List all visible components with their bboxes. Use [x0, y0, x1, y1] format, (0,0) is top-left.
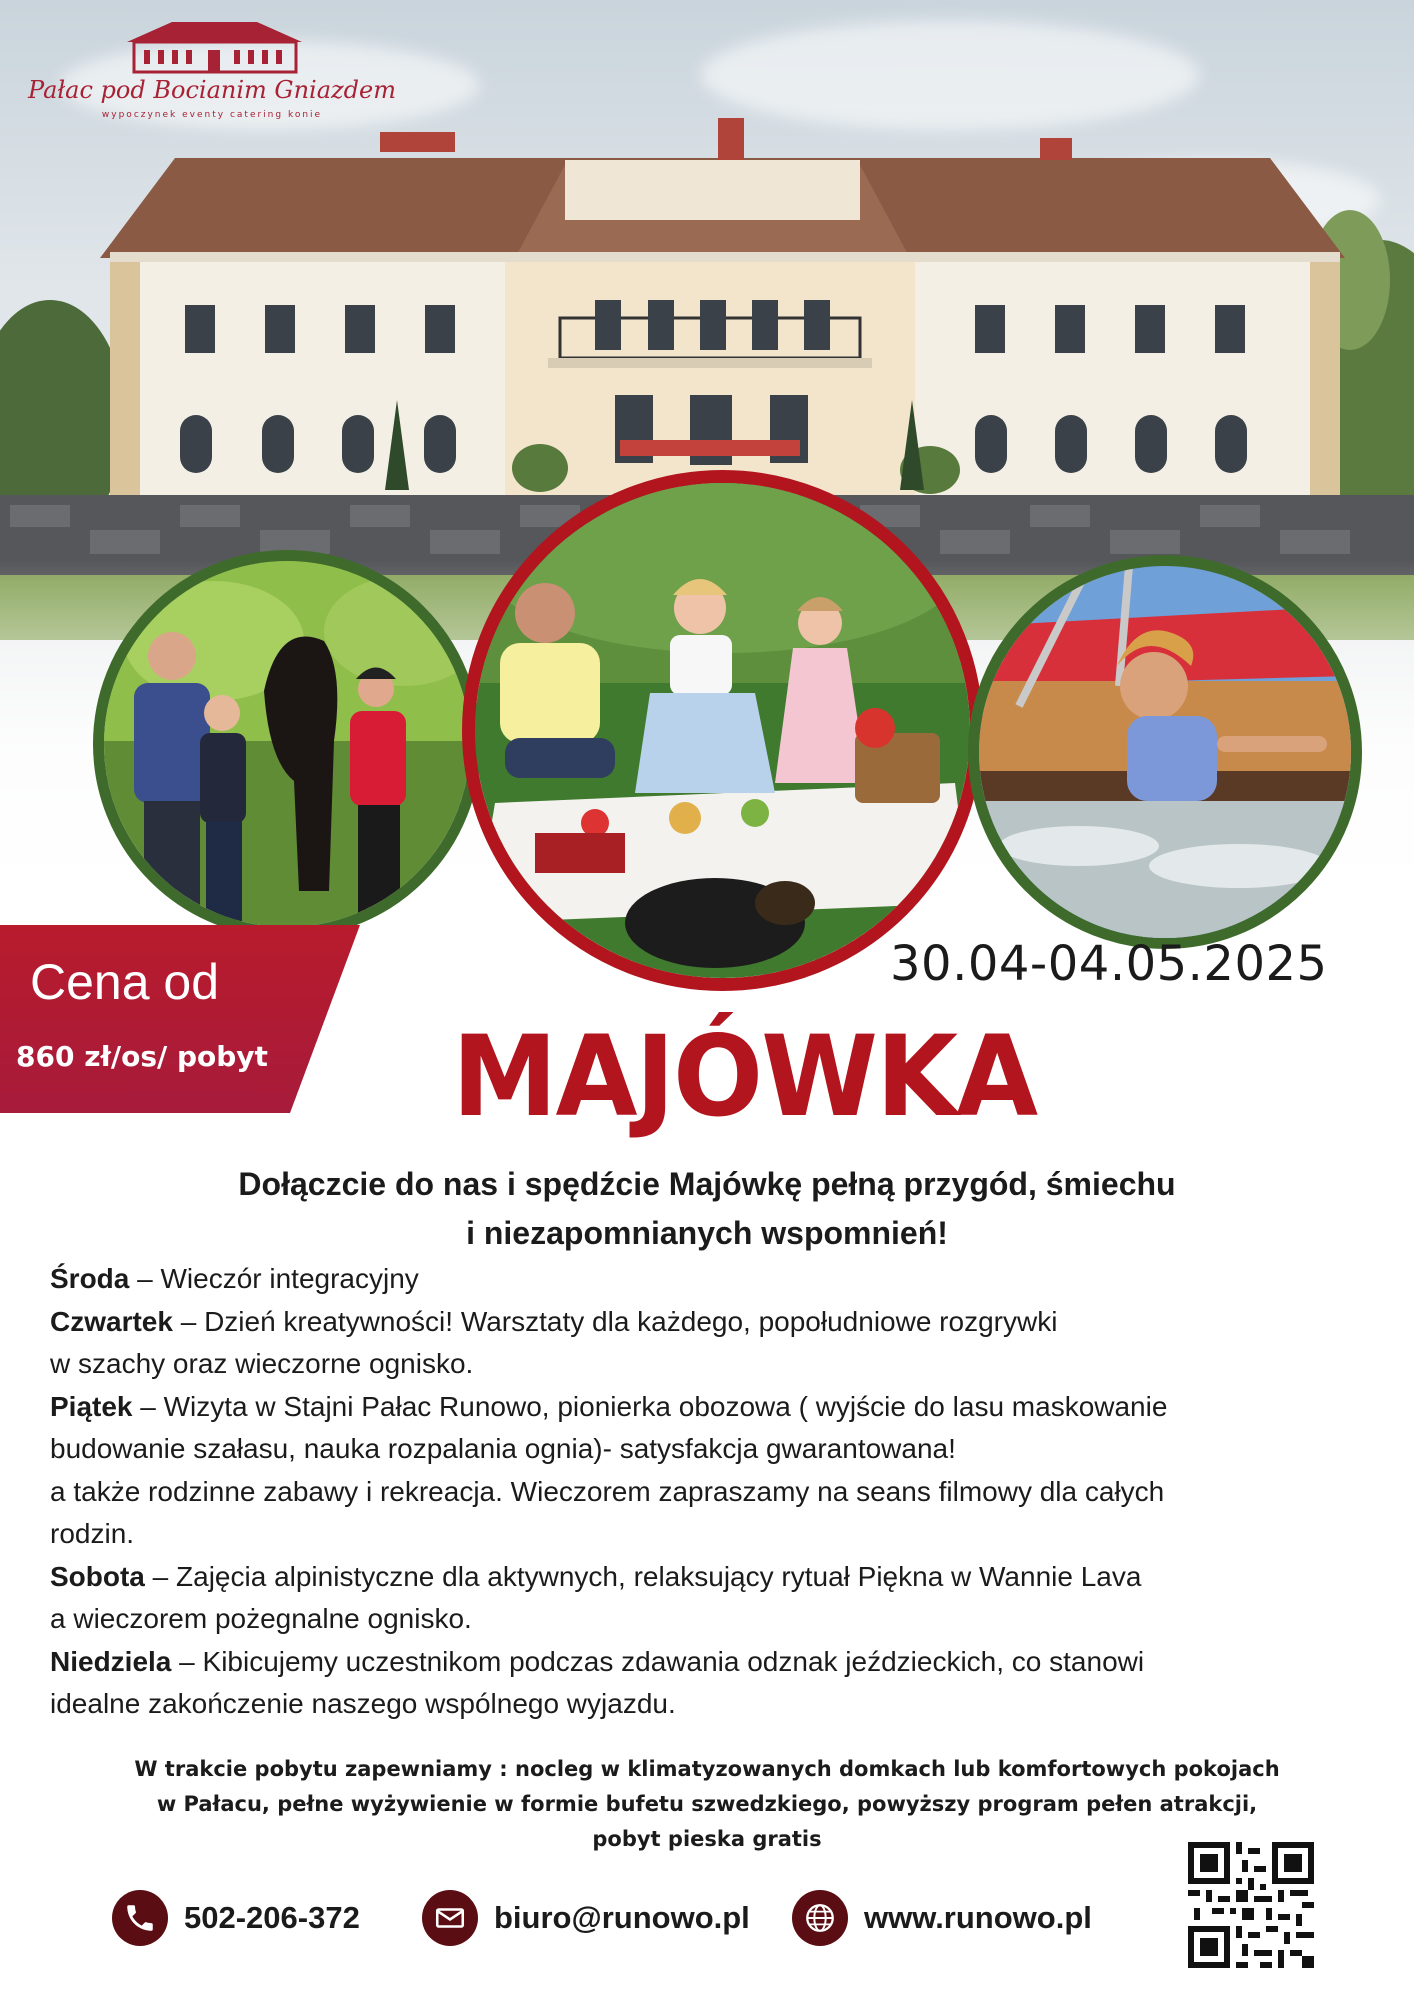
palace-logo-icon [12, 14, 412, 124]
photo-hot-tub [968, 555, 1362, 949]
program-day-sunday [50, 1641, 1390, 1684]
intro-text [0, 1160, 1414, 1258]
day-name: Sobota [50, 1560, 145, 1592]
day-text: – Wizyta w Stajni Pałac Runowo, pionierka obozowa ( wyjście do lasu maskowanie [140, 1390, 1168, 1422]
program-line: budowanie szałasu, nauka rozpalania ognia)- satysfakcja gwarantowana! [50, 1433, 956, 1464]
email-address[interactable]: biuro@runowo.pl [494, 1900, 750, 1935]
day-text: – Zajęcia alpinistyczne dla aktywnych, relaksujący rytuał Piękna w Wannie Lava [152, 1560, 1142, 1592]
program-line: rodzin. [50, 1518, 135, 1549]
event-dates: 30.04-04.05.2025 [890, 936, 1328, 992]
program-list [50, 1258, 1390, 1726]
program-line: a wieczorem pożegnalne ognisko. [50, 1603, 472, 1634]
intro-line-2: i niezapomnianych wspomnień! [466, 1215, 948, 1251]
program-line: a także rodzinne zabawy i rekreacja. Wieczorem zapraszamy na seans filmowy dla całych [50, 1475, 1165, 1507]
qr-code-icon[interactable] [1188, 1842, 1314, 1968]
info-line-2: w Pałacu, pełne wyżywienie w formie bufetu szwedzkiego, powyższy program pełen atrakcji, [156, 1792, 1258, 1816]
globe-icon [792, 1890, 848, 1946]
program-day-saturday [50, 1556, 1390, 1599]
phone-number[interactable]: 502-206-372 [184, 1900, 360, 1935]
picnic-photo [475, 483, 970, 978]
program-day-thursday [50, 1301, 1390, 1344]
headline: MAJÓWKA [452, 1012, 1037, 1142]
website-url[interactable]: www.runowo.pl [864, 1900, 1092, 1935]
price-title: Cena od [30, 954, 220, 1010]
phone-icon [112, 1890, 168, 1946]
day-name: Niedziela [50, 1645, 172, 1677]
price-value: 860 zł/os/ pobyt [16, 1040, 268, 1073]
contact-phone[interactable] [112, 1890, 360, 1946]
day-text: – Dzień kreatywności! Warsztaty dla każdego, popołudniowe rozgrywki [180, 1305, 1058, 1337]
hot-tub-photo [979, 566, 1351, 938]
contact-website[interactable] [792, 1890, 1092, 1946]
mail-icon [422, 1890, 478, 1946]
program-day-wednesday [50, 1258, 1390, 1301]
photo-picnic [462, 470, 983, 991]
contact-email[interactable] [422, 1890, 750, 1946]
program-day-friday [50, 1386, 1390, 1429]
brand-logo[interactable] [12, 14, 412, 124]
horse-family-photo [104, 561, 470, 927]
info-line-3: pobyt pieska gratis [592, 1827, 822, 1851]
day-name: Czwartek [50, 1305, 173, 1337]
photo-horse-family [93, 550, 481, 938]
day-name: Środa [50, 1263, 130, 1294]
program-line: idealne zakończenie naszego wspólnego wyjazdu. [50, 1688, 676, 1719]
day-name: Piątek [50, 1390, 133, 1422]
logo-tagline: wypoczynek eventy catering konie [101, 110, 323, 120]
info-line-1: W trakcie pobytu zapewniamy : nocleg w klimatyzowanych domkach lub komfortowych pokojach [134, 1757, 1280, 1781]
logo-name: Pałac pod Bocianim Gniazdem [28, 76, 396, 104]
intro-line-1: Dołączcie do nas i spędźcie Majówkę pełną przygód, śmiechu [238, 1166, 1176, 1202]
day-text: – Kibicujemy uczestnikom podczas zdawania odznak jeździeckich, co stanowi [179, 1645, 1145, 1677]
day-text: – Wieczór integracyjny [137, 1263, 419, 1294]
program-line: w szachy oraz wieczorne ognisko. [50, 1348, 474, 1379]
